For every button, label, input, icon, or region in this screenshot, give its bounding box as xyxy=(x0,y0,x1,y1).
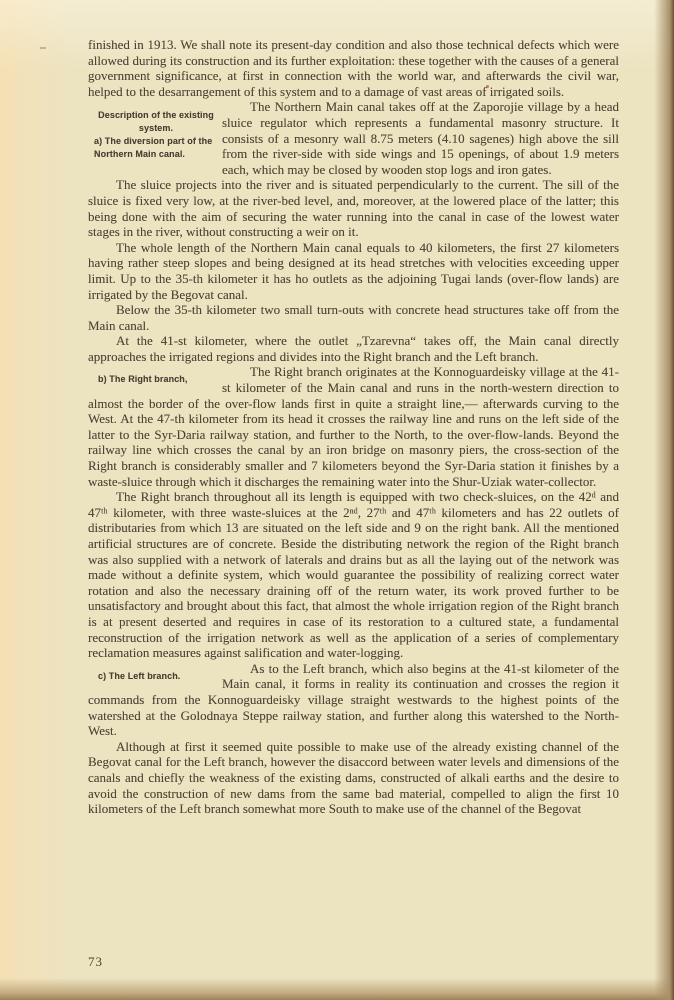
paragraph: Although at first it seemed quite possible to make use of the already existing channel of the Begovat canal for the Left branch, however the disaccord between water levels and dimensions of the canals and chiefly the weakness of the existing dams, constructed of alkali earths and the desire to avoid the construction of new dams from the same bad material, compelled to align the first 10 kilometers of the Left branch somewhat more South to make use of the channel of the Begovat xyxy=(88,738,619,817)
paragraph: The Right branch originates at the Konnoguardeisky village at the 41-st kilometer of the Main canal and runs in the north-western direction to almost the border of the over-flow lands first in quite a straight line,— afterwards curving to the West. At the 47-th kilometer from its head it crosses the railway line and runs on the left side of the latter to the Syr-Daria railway station, and further to the North, to the over-flow-lands. Beyond the railway line which crosses the canal by an iron bridge on masonry piers, the cross-section of the Right branch is considerably smaller and 7 kilometers beyond the Syr-Daria station it finishes by a waste-sluice through which it discharges the remaining water into the Shur-Uziak water-collector. xyxy=(88,364,619,489)
paragraph: The whole length of the Northern Main canal equals to 40 kilometers, the first 27 kilometers having rather steep slopes and being designed at its head stretches with velocities exceeding upper limit. Up to the 35-th kilometer it has ho outlets as the adjoining Tugai lands (over-flow lands) are irrigated by the Begovat canal. xyxy=(88,239,619,302)
paragraph: As to the Left branch, which also begins at the 41-st kilometer of the Main canal, it forms in reality its continuation and crosses the region it commands from the Konnoguardeisky village straight westwards to the highest points of the watershed at the Golodnaya Steppe railway station, and further along this watershed to the North-West. xyxy=(88,660,619,739)
paragraph-with-note-c xyxy=(88,661,619,739)
margin-note-b xyxy=(88,364,222,395)
paragraph: The Right branch throughout all its length is equipped with two check-sluices, on the 42ᵈ and 47ᵗʰ kilometer, with three waste-sluices at the 2ⁿᵈ, 27ᵗʰ and 47ᵗʰ kilometers and has 22 outlets of distributaries from which 13 are situated on the left side and 9 on the right bank. All the mentioned artificial structures are of concrete. Beside the distributing network the region of the Right branch was also supplied with a network of laterals and drains but as all the laying out of the network was made without a definite system, which would guarantee the possibility of realizing correct water rotation and also the necessary draining off of the return water, its work proved further to be unsatisfactory and brought about this fact, that almost the whole irrigation region of the Right branch is at present deserted and requires in case of its restoration to a cultured state, a fundamental reconstruction of the irrigation network as well as the application of a series of complementary reclamation measures against salification and water-logging. xyxy=(88,489,619,661)
paragraph: The Northern Main canal takes off at the Zaporojie village by a head sluice regulator which represents a fundamental masonry structure. It consists of a mesonry wall 8.75 meters (4.10 sagenes) high above the sill from the river-side with side wings and 15 openings, of about 1.9 meters each, which may be closed by wooden stop logs and iron gates. xyxy=(222,99,619,177)
margin-note-a-label: a) The diversion part of the Northern Main canal. xyxy=(94,136,213,160)
margin-note-a-heading: Description of the existing system. xyxy=(98,110,214,134)
margin-note-a xyxy=(88,99,222,162)
paragraph: The sluice projects into the river and is situated perpendicularly to the current. The sill of the sluice is fixed very low, at the river-bed level, and, moreover, at the lowered place of the latter; this being done with the aim of securing the water running into the canal in case of the lowest water stages in the river, without constructing a weir on it. xyxy=(88,177,619,240)
page-number: 73 xyxy=(88,954,103,969)
paragraph: Below the 35-th kilometer two small turn-outs with concrete head structures take off from the Main canal. xyxy=(88,302,619,333)
paragraph-with-note-b xyxy=(88,364,619,489)
document-text-block xyxy=(88,37,619,817)
paragraph-with-note-a xyxy=(88,99,619,177)
paragraph: At the 41-st kilometer, where the outlet „Tzarevna“ takes off, the Main canal directly approaches the irrigated regions and divides into the Right branch and the Left branch. xyxy=(88,333,619,364)
margin-note-c xyxy=(88,661,222,692)
margin-note-b-label: b) The Right branch, xyxy=(98,374,188,385)
scan-speck xyxy=(40,47,46,49)
margin-note-c-label: c) The Left branch. xyxy=(98,670,181,681)
paragraph: finished in 1913. We shall note its present-day condition and also those technical defects which were allowed during its construction and its further exploitation: these together with the causes of a general government significance, at first in connection with the world war, and afterwards the civil war, helped to the desarrangement of this system and to a damage of vast areas of irrigated soils. xyxy=(88,37,619,99)
